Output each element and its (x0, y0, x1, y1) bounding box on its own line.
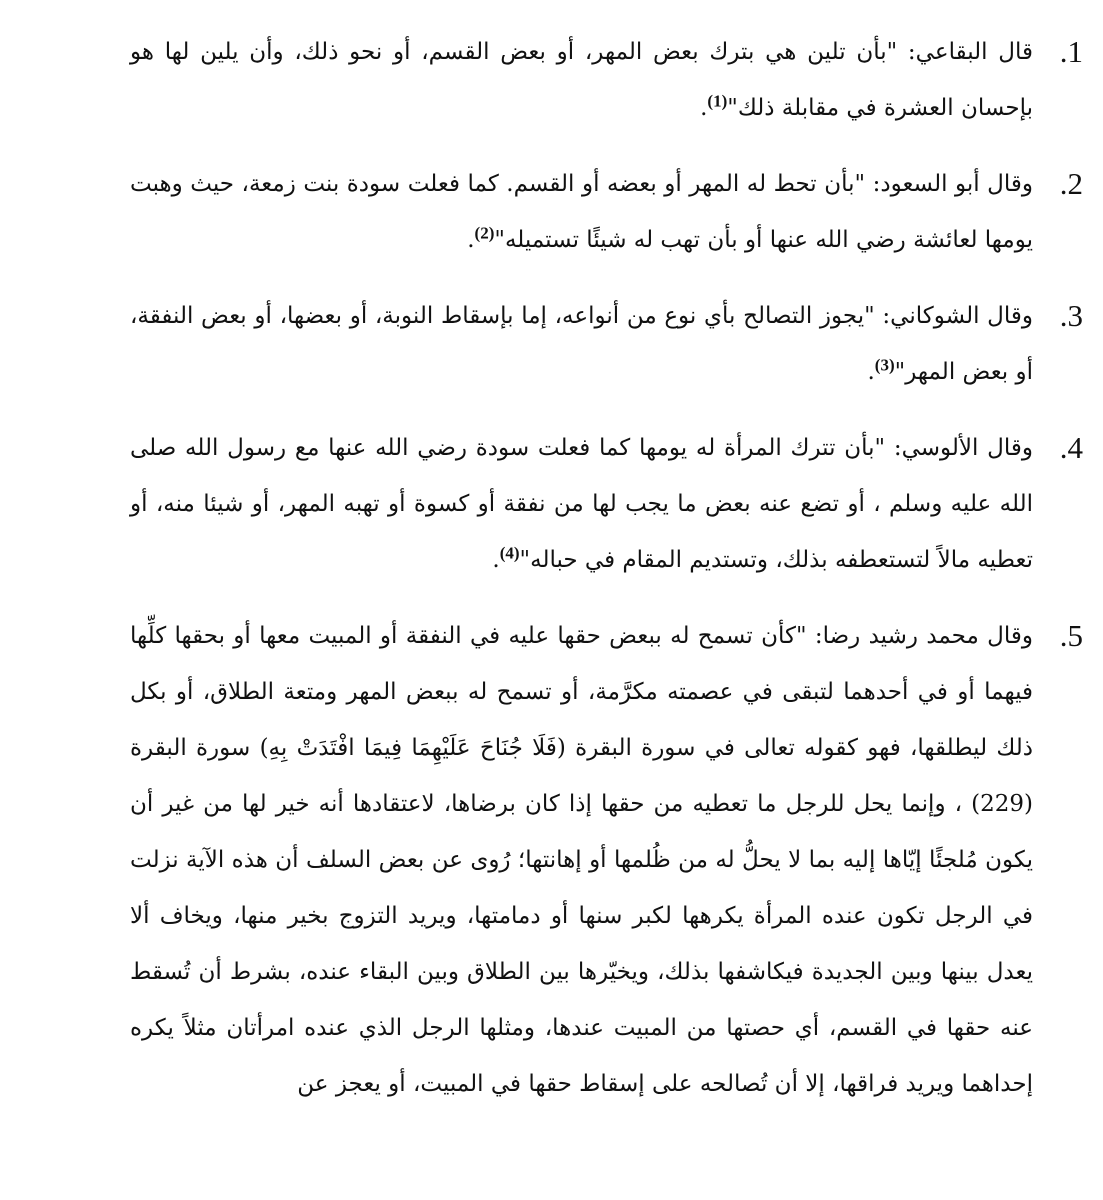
item-text (130, 288, 1033, 400)
item-body: وقال أبو السعود: "بأن تحط له المهر أو بعضه أو القسم. كما فعلت سودة بنت زمعة، حيث وهبت يومها لعائشة رضي الله عنها أو بأن تهب له شيئًا تستميله" (130, 171, 1033, 253)
item-body: وقال الشوكاني: "يجوز التصالح بأي نوع من أنواعه، إما بإسقاط النوبة، أو بعضها، أو بعض النفقة، أو بعض المهر" (130, 303, 1033, 385)
footnote-marker[interactable]: (1) (707, 91, 728, 111)
item-number: .1 (1059, 34, 1083, 69)
item-body: وقال الألوسي: "بأن تترك المرأة له يومها كما فعلت سودة رضي الله عنها مع رسول الله صلى الله عليه وسلم ، أو تضع عنه بعض ما يجب لها من نفقة أو كسوة أو تهبه المهر، أو شيئا منه، أو تعطيه مالاً لتستعطفه بذلك، وتستديم المقام في حباله" (130, 435, 1033, 573)
item-body: وقال محمد رشيد رضا: "كأن تسمح له ببعض حقها عليه في النفقة أو المبيت معها أو بحقها كلِّها فيهما أو في أحدهما لتبقى في عصمته مكرَّمة، أو تسمح له ببعض المهر ومتعة الطلاق، أو بكل ذلك ليطلقها، فهو كقوله تعالى في سورة البقرة (فَلَا جُنَاحَ عَلَيْهِمَا فِيمَا افْتَدَتْ بِهِ) سورة البقرة (229) ، وإنما يحل للرجل ما تعطيه من حقها إذا كان برضاها، لاعتقادها أنه خير لها من غير أن يكون مُلجئًا إيّاها إليه بما لا يحلُّ له من ظُلمها أو إهانتها؛ رُوى عن بعض السلف أن هذه الآية نزلت في الرجل تكون عنده المرأة يكرهها لكبر سنها أو دمامتها، ويريد التزوج بخير منها، ويخاف ألا يعدل بينها وبين الجديدة فيكاشفها بذلك، ويخيّرها بين الطلاق وبين البقاء عنده، بشرط أن تُسقط عنه حقها في القسم، أي حصتها من المبيت عندها، ومثلها الرجل الذي عنده امرأتان مثلاً يكره إحداهما ويريد فراقها، إلا أن تُصالحه على إسقاط حقها في المبيت، أو يعجز عن (130, 623, 1034, 1097)
item-number: .5 (1059, 618, 1083, 653)
list-item-4 (130, 420, 1083, 588)
item-number: .3 (1059, 298, 1083, 333)
list-item-1 (130, 24, 1083, 136)
item-number: .2 (1059, 166, 1083, 201)
footnote-marker[interactable]: (3) (874, 355, 895, 375)
footnote-marker[interactable]: (2) (474, 223, 495, 243)
list-item-5 (130, 608, 1083, 1112)
item-end: . (492, 547, 500, 573)
footnote-marker[interactable]: (4) (499, 543, 520, 563)
item-number: .4 (1059, 430, 1083, 465)
item-end: . (867, 359, 875, 385)
item-body: قال البقاعي: "بأن تلين هي بترك بعض المهر، أو بعض القسم، أو نحو ذلك، وأن يلين لها هو بإحسان العشرة في مقابلة ذلك" (130, 39, 1033, 121)
item-text (130, 608, 1033, 1112)
item-text (130, 156, 1033, 268)
item-text (130, 24, 1033, 136)
item-end: . (700, 95, 708, 121)
list-item-3 (130, 288, 1083, 400)
item-end: . (467, 227, 475, 253)
list-item-2 (130, 156, 1083, 268)
item-text (130, 420, 1033, 588)
